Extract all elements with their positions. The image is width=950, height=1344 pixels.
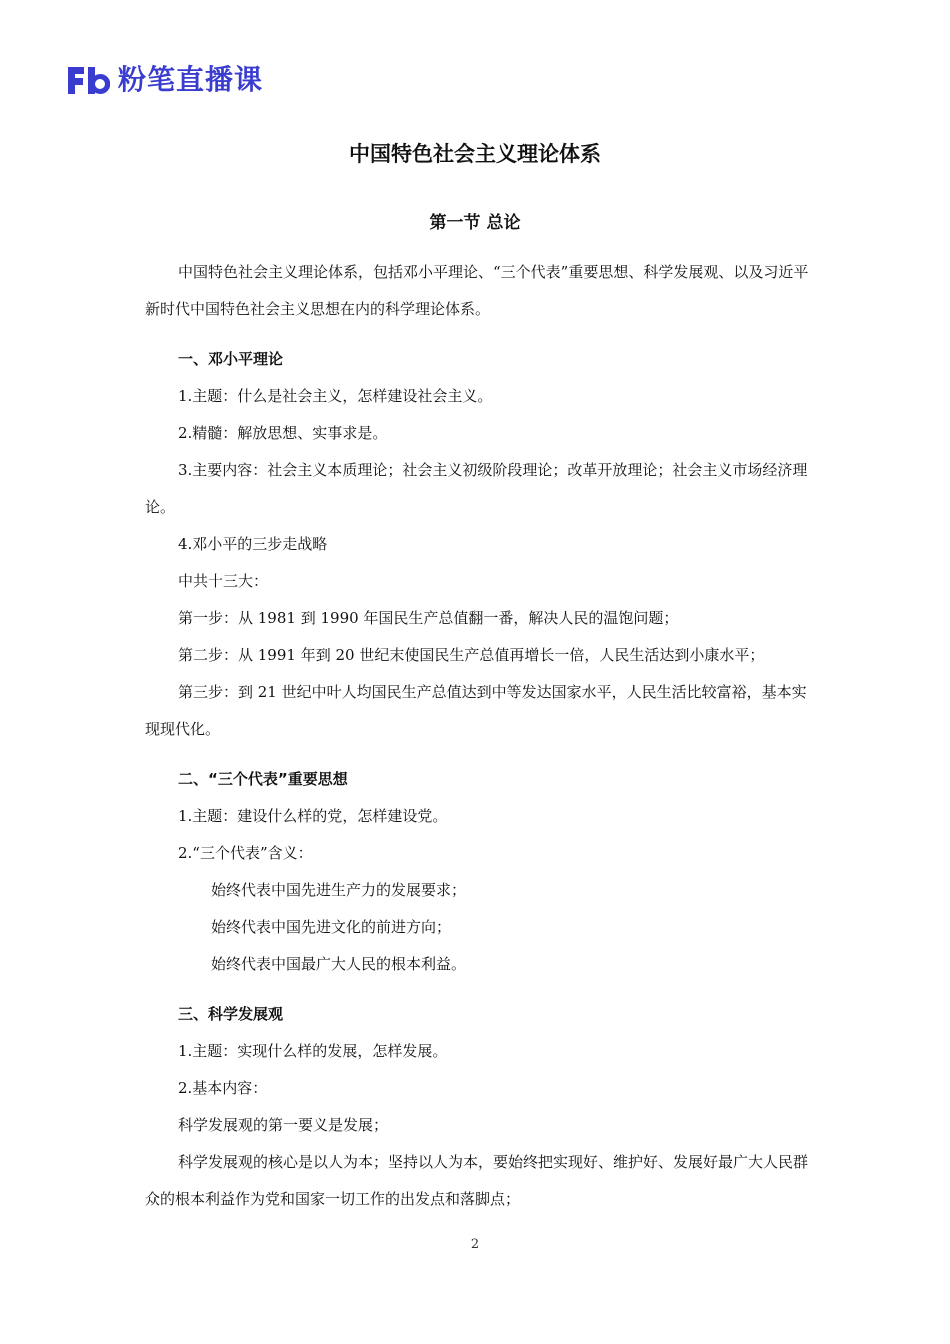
document-body	[145, 254, 810, 1218]
part2-rep2: 始终代表中国先进文化的前进方向；	[211, 918, 452, 936]
logo-text: 粉笔直播课	[118, 63, 264, 96]
part1-item2: 2.精髓：解放思想、实事求是。	[178, 424, 388, 442]
part1-step3: 第三步：到 21 世纪中叶人均国民生产总值达到中等发达国家水平，人民生活比较富裕，基本实现现代化。	[145, 683, 807, 738]
intro-paragraph: 中国特色社会主义理论体系，包括邓小平理论、“三个代表”重要思想、科学发展观、以及习近平新时代中国特色社会主义思想在内的科学理论体系。	[145, 263, 809, 318]
fb-logo-icon	[66, 63, 110, 97]
part2-rep3: 始终代表中国最广大人民的根本利益。	[211, 955, 467, 973]
part3-item2: 2.基本内容：	[178, 1079, 268, 1097]
part2-rep1: 始终代表中国先进生产力的发展要求；	[211, 881, 467, 899]
part3-heading: 三、科学发展观	[178, 1005, 284, 1023]
part1-item4: 4.邓小平的三步走战略	[178, 535, 328, 553]
brand-logo	[66, 62, 263, 98]
section-title: 第一节 总论	[429, 213, 521, 233]
part2-item2: 2.“三个代表”含义：	[178, 844, 313, 862]
part2-item1: 1.主题：建设什么样的党，怎样建设党。	[178, 807, 448, 825]
part3-item1: 1.主题：实现什么样的发展，怎样发展。	[178, 1042, 448, 1060]
part1-item3: 3.主要内容：社会主义本质理论；社会主义初级阶段理论；改革开放理论；社会主义市场经济理论。	[145, 461, 808, 516]
part3-line1: 科学发展观的第一要义是发展；	[178, 1116, 389, 1134]
part3-line2: 科学发展观的核心是以人为本；坚持以人为本，要始终把实现好、维护好、发展好最广大人民群众的根本利益作为党和国家一切工作的出发点和落脚点；	[145, 1153, 809, 1208]
part1-congress: 中共十三大：	[178, 572, 269, 590]
part1-heading: 一、邓小平理论	[178, 350, 284, 368]
part2-heading: 二、“三个代表”重要思想	[178, 770, 348, 788]
part1-step2: 第二步：从 1991 年到 20 世纪末使国民生产总值再增长一倍，人民生活达到小康水平；	[178, 646, 765, 664]
document-title: 中国特色社会主义理论体系	[349, 142, 601, 166]
part1-step1: 第一步：从 1981 到 1990 年国民生产总值翻一番，解决人民的温饱问题；	[178, 609, 679, 627]
part1-item1: 1.主题：什么是社会主义，怎样建设社会主义。	[178, 387, 493, 405]
page-number: 2	[470, 1237, 480, 1252]
